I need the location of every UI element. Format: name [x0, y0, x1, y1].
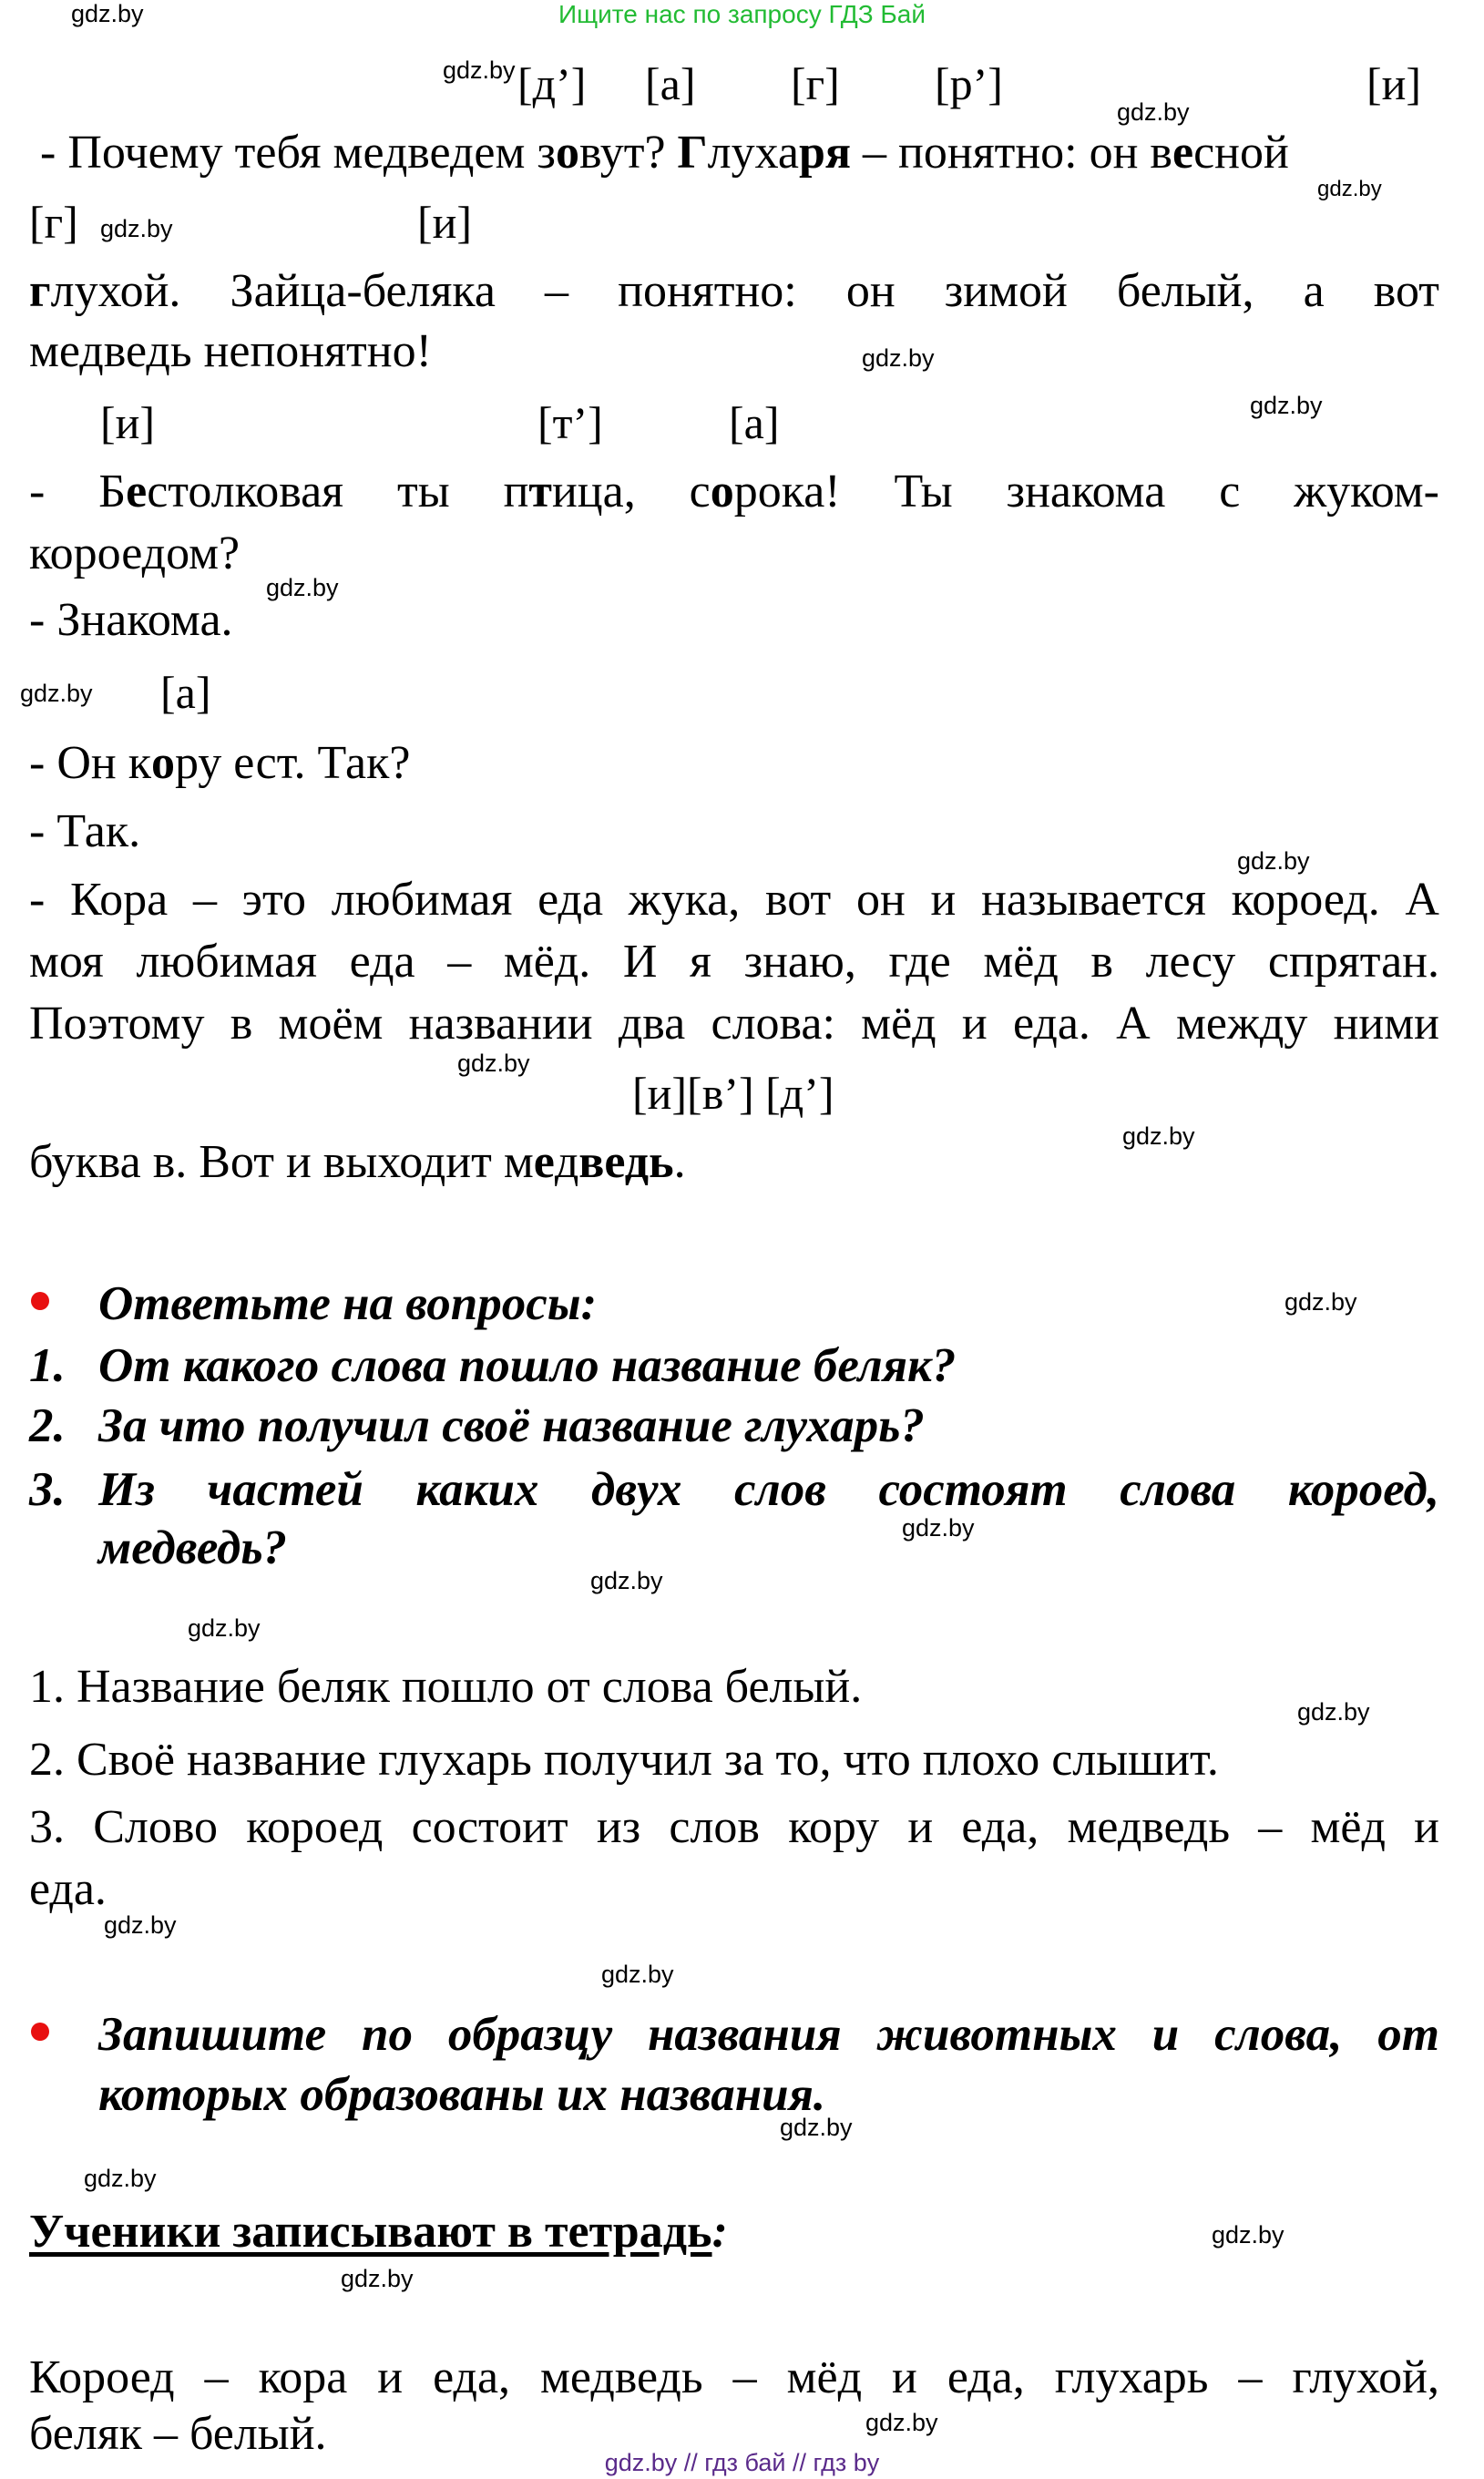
- question-number: 1.: [29, 1339, 66, 1392]
- watermark: gdz.by: [902, 1514, 975, 1542]
- notebook-line-2: беляк – белый.: [29, 2408, 327, 2460]
- watermark: gdz.by: [1237, 847, 1310, 875]
- question-1: От какого слова пошло название беляк?: [98, 1339, 957, 1392]
- phonetic-mark: [г]: [29, 197, 78, 248]
- dialogue-line-10: моя любимая еда – мёд. И я знаю, где мёд в лесу спрятан.: [29, 936, 1439, 988]
- question-number: 2.: [29, 1399, 66, 1452]
- watermark: gdz.by: [862, 344, 935, 372]
- footer-links[interactable]: gdz.by // гдз бай // гдз by: [604, 2449, 880, 2476]
- notebook-line-1: Короед – кора и еда, медведь – мёд и еда, глухарь – глухой,: [29, 2351, 1439, 2403]
- watermark: gdz.by: [188, 1614, 261, 1642]
- watermark: gdz.by: [443, 56, 516, 84]
- phonetic-mark: [а]: [160, 667, 211, 718]
- watermark: gdz.by: [1317, 177, 1382, 201]
- watermark: gdz.by: [341, 2265, 414, 2292]
- dialogue-line-5: короедом?: [29, 528, 241, 579]
- watermark: gdz.by: [84, 2165, 157, 2192]
- watermark: gdz.by: [100, 215, 173, 242]
- dialogue-line-2: глухой. Зайца-беляка – понятно: он зимой белый, а вот: [29, 265, 1439, 317]
- dialogue-line-12: буква в. Вот и выходит медведь.: [29, 1136, 686, 1188]
- watermark: gdz.by: [1250, 392, 1323, 419]
- question-2: За что получил своё название глухарь?: [98, 1399, 925, 1452]
- search-hint-banner: Ищите нас по запросу ГДЗ Бай: [558, 0, 926, 28]
- answer-3: 3. Слово короед состоит из слов кору и еда, медведь – мёд и: [29, 1801, 1439, 1853]
- watermark: gdz.by: [1212, 2221, 1284, 2249]
- phonetic-mark: [г]: [791, 58, 840, 109]
- dialogue-line-4: - Бестолковая ты птица, сорока! Ты знакома с жуком-: [29, 466, 1439, 517]
- dialogue-line-11: Поэтому в моём названии два слова: мёд и еда. А между ними: [29, 998, 1439, 1050]
- notebook-heading: Ученики записывают в тетрадь:: [29, 2206, 728, 2258]
- answer-2: 2. Своё название глухарь получил за то, что плохо слышит.: [29, 1734, 1219, 1786]
- phonetic-mark: [а]: [729, 397, 780, 448]
- watermark: gdz.by: [1122, 1122, 1195, 1150]
- phonetic-mark: [и]: [417, 197, 473, 248]
- answer-1: 1. Название беляк пошло от слова белый.: [29, 1661, 863, 1713]
- task2-line-2: которых образованы их названия.: [98, 2068, 826, 2121]
- phonetic-mark: [р’]: [935, 58, 1003, 109]
- watermark: gdz.by: [590, 1567, 663, 1594]
- watermark: gdz.by: [71, 0, 144, 27]
- question-number: 3.: [29, 1463, 66, 1516]
- red-bullet-icon: [31, 1292, 49, 1310]
- question-3: Из частей каких двух слов состоят слова короед,: [98, 1463, 1439, 1516]
- watermark: gdz.by: [266, 574, 339, 601]
- task-title: Ответьте на вопросы:: [98, 1277, 598, 1330]
- phonetic-mark: [и][в’] [д’]: [632, 1068, 834, 1119]
- phonetic-mark: [т’]: [537, 397, 603, 448]
- watermark: gdz.by: [457, 1050, 530, 1077]
- watermark: gdz.by: [865, 2409, 938, 2436]
- watermark: gdz.by: [1117, 98, 1190, 126]
- phonetic-mark: [и]: [1366, 58, 1422, 109]
- watermark: gdz.by: [104, 1911, 177, 1939]
- dialogue-line-1: - Почему тебя медведем зовут? Глухаря – понятно: он весной: [40, 127, 1289, 179]
- task2-line-1: Запишите по образцу названия животных и слова, от: [98, 2008, 1439, 2061]
- phonetic-mark: [а]: [645, 58, 696, 109]
- watermark: gdz.by: [780, 2114, 853, 2141]
- watermark: gdz.by: [1297, 1698, 1370, 1726]
- watermark: gdz.by: [20, 680, 93, 707]
- dialogue-line-6: - Знакома.: [29, 594, 233, 646]
- dialogue-line-8: - Так.: [29, 805, 141, 857]
- watermark: gdz.by: [1284, 1288, 1357, 1316]
- dialogue-line-9: - Кора – это любимая еда жука, вот он и называется короед. А: [29, 874, 1439, 926]
- watermark: gdz.by: [601, 1961, 674, 1988]
- phonetic-mark: [д’]: [517, 58, 587, 109]
- dialogue-line-3: медведь непонятно!: [29, 325, 432, 377]
- red-bullet-icon: [31, 2023, 49, 2041]
- dialogue-line-7: - Он кору ест. Так?: [29, 737, 411, 789]
- question-3-cont: медведь?: [98, 1521, 288, 1574]
- answer-3-cont: еда.: [29, 1863, 107, 1915]
- phonetic-mark: [и]: [100, 397, 156, 448]
